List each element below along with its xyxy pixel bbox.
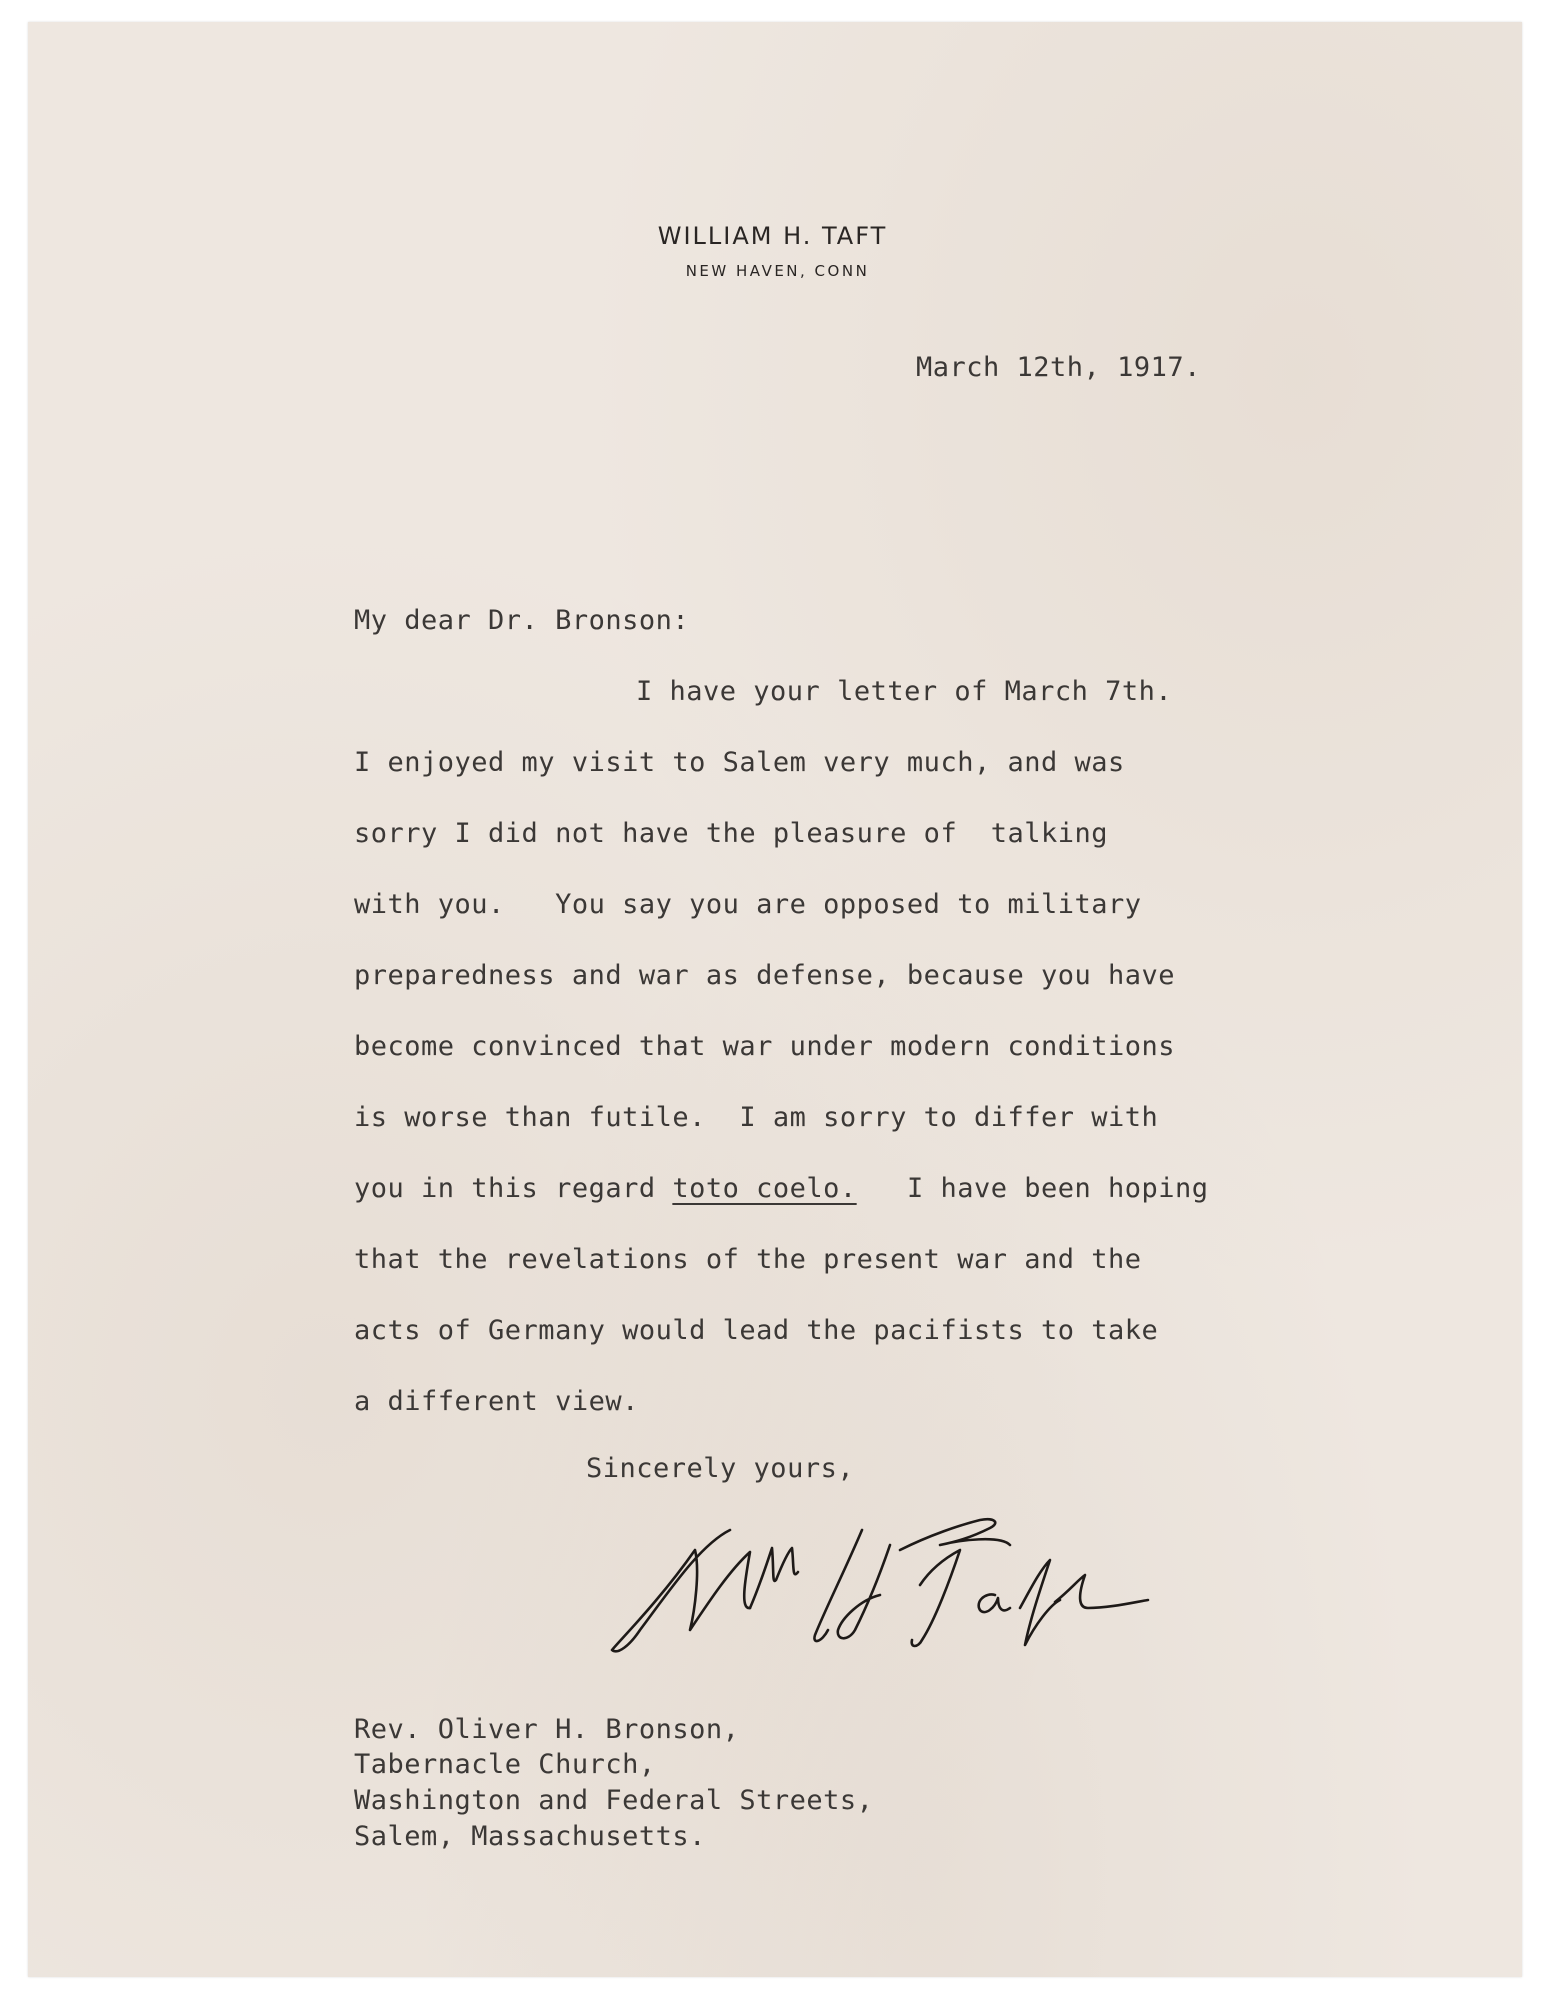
salutation: My dear Dr. Bronson: [354,605,690,636]
letter-date: March 12th, 1917. [916,352,1201,383]
letterhead-name: WILLIAM H. TAFT [657,222,888,250]
body-line-7: is worse than futile. I am sorry to differ with [354,1102,1159,1133]
address-line-4: Salem, Massachusetts. [354,1821,706,1852]
address-line-3: Washington and Federal Streets, [354,1785,874,1816]
latin-phrase: toto coelo. [672,1173,857,1204]
body-line-3: sorry I did not have the pleasure of talking [354,818,1108,849]
letterhead-place: NEW HAVEN, CONN [685,262,870,280]
closing: Sincerely yours, [586,1453,855,1484]
body-line-8-start: you in this regard [354,1173,673,1204]
body-line-1: I have your letter of March 7th. [636,676,1173,707]
address-line-1: Rev. Oliver H. Bronson, [354,1714,740,1745]
address-line-2: Tabernacle Church, [354,1749,656,1780]
letter-sheet [28,22,1522,1977]
body-line-4: with you. You say you are opposed to military [354,889,1142,920]
body-line-6: become convinced that war under modern conditions [354,1031,1176,1062]
body-line-2: I enjoyed my visit to Salem very much, and was [354,747,1125,778]
body-line-11: a different view. [354,1386,639,1417]
signature-image [600,1490,1160,1670]
body-line-9: that the revelations of the present war and the [354,1244,1142,1275]
body-line-8 [354,1173,1209,1204]
body-line-10: acts of Germany would lead the pacifists to take [354,1315,1159,1346]
body-line-8-end: I have been hoping [856,1173,1209,1204]
body-line-5: preparedness and war as defense, because you have [354,960,1176,991]
